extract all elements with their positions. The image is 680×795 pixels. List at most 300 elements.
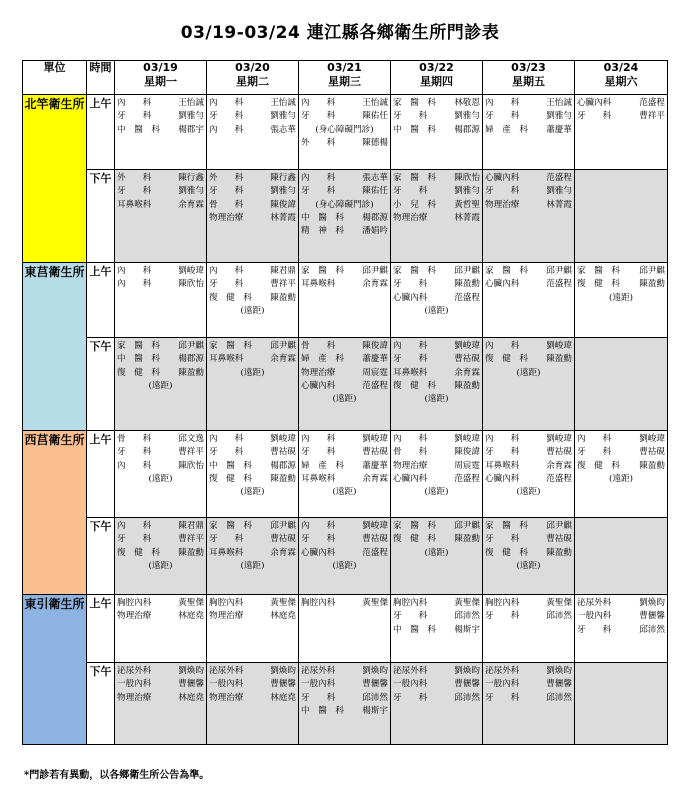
schedule-cell	[391, 170, 483, 263]
doctor-name: 陳欣怡	[178, 279, 204, 290]
doctor-name: 劉峻瑋	[546, 341, 572, 351]
doctor-name: 楊郡源	[178, 354, 204, 365]
department-label: 牙 科	[485, 111, 520, 122]
schedule-cell	[207, 263, 299, 338]
schedule-cell	[483, 663, 575, 745]
doctor-name: 陳欣怡	[454, 173, 480, 183]
department-label: 物理治療	[393, 212, 428, 223]
doctor-name: 邱尹麒	[178, 341, 204, 351]
schedule-note: (遠距)	[240, 487, 265, 498]
footer-note: *門診若有異動，以各鄉衛生所公告為準。	[24, 770, 210, 781]
schedule-cell	[483, 431, 575, 518]
department-label: 家 醫 科	[393, 266, 436, 276]
doctor-name: 楊郡源	[454, 124, 480, 135]
department-label: 復 健 科	[117, 367, 160, 378]
department-label: 牙 科	[209, 447, 244, 458]
doctor-entry	[391, 473, 482, 486]
doctor-entry	[299, 520, 390, 533]
doctor-entry	[299, 380, 390, 393]
department-label: 內 科	[117, 460, 152, 471]
schedule-cell	[115, 338, 207, 431]
doctor-name: 楊郡宇	[178, 124, 204, 135]
department-label: 內 科	[209, 124, 244, 135]
doctor-name: 劉雅勻	[270, 186, 296, 197]
department-label: 牙 科	[577, 111, 612, 122]
unit-header: 單位	[23, 61, 87, 95]
doctor-entry	[391, 624, 482, 637]
department-label: 一般內科	[577, 611, 612, 622]
department-label: 中 醫 科	[301, 212, 344, 223]
department-label: 家 醫 科	[209, 521, 252, 531]
schedule-cell	[115, 431, 207, 518]
doctor-name: 陳盈勳	[546, 354, 572, 365]
department-label: 家 醫 科	[393, 173, 436, 183]
department-label: 婦 產 科	[485, 124, 528, 135]
department-label: 復 健 科	[393, 380, 436, 391]
schedule-cell	[483, 95, 575, 170]
doctor-name: 余育霖	[454, 367, 480, 378]
schedule-cell	[483, 595, 575, 663]
department-label: 牙 科	[301, 692, 336, 703]
doctor-name: 曹儷馨	[546, 679, 572, 690]
doctor-name: 邱沛然	[454, 611, 480, 622]
department-label: 中 醫 科	[393, 124, 436, 135]
schedule-cell	[115, 170, 207, 263]
department-label: 牙 科	[577, 447, 612, 458]
department-label: 內 科	[301, 434, 336, 444]
department-label: 內 科	[485, 434, 520, 444]
doctor-name: 陳佑任	[362, 111, 388, 122]
department-label: 復 健 科	[577, 460, 620, 471]
doctor-entry	[207, 278, 298, 291]
doctor-entry	[207, 446, 298, 459]
doctor-name: 劉煥昀	[178, 666, 204, 676]
page-title: 03/19-03/24 連江縣各鄉衛生所門診表	[180, 23, 500, 43]
doctor-name: 陳盈勳	[454, 380, 480, 391]
time-slot-label: 上午	[87, 263, 115, 338]
schedule-note: (遠距)	[609, 473, 633, 484]
schedule-cell	[207, 518, 299, 595]
doctor-name: 余育霖	[178, 199, 204, 210]
schedule-cell	[207, 431, 299, 518]
doctor-entry	[115, 547, 206, 560]
schedule-cell	[391, 518, 483, 595]
doctor-entry	[483, 199, 574, 212]
doctor-name: 曹儷馨	[270, 679, 296, 690]
doctor-name: 陳俊諱	[454, 447, 480, 458]
doctor-entry	[299, 278, 390, 291]
schedule-cell	[391, 95, 483, 170]
doctor-entry	[115, 110, 206, 123]
department-label: 牙 科	[393, 279, 428, 290]
doctor-name: 余育霖	[270, 547, 296, 558]
doctor-entry	[115, 97, 206, 110]
doctor-name: 林敬恩	[454, 98, 480, 108]
department-label: 物理治療	[301, 367, 336, 378]
doctor-entry	[483, 265, 574, 278]
day-header: 03/20 星期二	[207, 61, 299, 95]
doctor-entry	[391, 212, 482, 225]
schedule-cell	[483, 263, 575, 338]
department-label: 物理治療	[209, 611, 244, 622]
doctor-name: 張志華	[270, 124, 296, 135]
schedule-note: (遠距)	[424, 487, 449, 498]
doctor-entry	[115, 199, 206, 212]
department-label: 牙 科	[577, 624, 612, 635]
doctor-name: 范盛程	[546, 473, 572, 484]
day-header: 03/22 星期四	[391, 61, 483, 95]
doctor-name: 曹祜硯	[546, 534, 572, 545]
doctor-name: 曹祜硯	[270, 447, 296, 458]
department-label: 內 科	[117, 266, 152, 276]
department-label: 內 科	[117, 521, 152, 531]
schedule-cell	[483, 338, 575, 431]
doctor-entry	[391, 292, 482, 305]
schedule-cell	[115, 595, 207, 663]
doctor-entry	[391, 265, 482, 278]
doctor-name: 曹祥平	[270, 279, 296, 290]
doctor-entry	[483, 665, 574, 678]
doctor-name: 邱尹麒	[546, 521, 572, 531]
doctor-entry	[575, 610, 667, 623]
department-label: 泌尿外科	[301, 666, 336, 676]
doctor-entry	[115, 340, 206, 353]
schedule-cell	[483, 518, 575, 595]
department-label: 一般內科	[209, 679, 244, 690]
department-label: 心臟內科	[393, 473, 428, 484]
doctor-name: 邱沛然	[454, 692, 480, 703]
doctor-name: 林庭堯	[270, 692, 296, 703]
department-label: 牙 科	[117, 447, 152, 458]
schedule-note: (身心障礙門診)	[315, 199, 374, 210]
doctor-entry	[391, 340, 482, 353]
doctor-entry	[575, 97, 667, 110]
doctor-name: 陳君鼎	[178, 521, 204, 531]
department-label: 牙 科	[301, 111, 336, 122]
schedule-cell	[575, 95, 668, 170]
day-header: 03/21 星期三	[299, 61, 391, 95]
doctor-entry	[115, 665, 206, 678]
department-label: 牙 科	[485, 611, 520, 622]
doctor-name: 陳盈勳	[639, 279, 665, 290]
doctor-entry	[207, 265, 298, 278]
doctor-name: 陳君鼎	[270, 266, 296, 276]
department-label: 牙 科	[393, 111, 428, 122]
day-header: 03/19 星期一	[115, 61, 207, 95]
doctor-name: 曹祜硯	[454, 354, 480, 365]
doctor-name: 劉峻瑋	[639, 434, 665, 444]
doctor-entry	[299, 446, 390, 459]
department-label: 復 健 科	[485, 354, 528, 365]
department-label: 骨 科	[301, 341, 336, 351]
schedule-cell	[575, 663, 668, 745]
doctor-entry	[483, 610, 574, 623]
doctor-entry	[391, 520, 482, 533]
doctor-name: 陳行鑫	[178, 173, 204, 183]
department-label: 小 兒 科	[393, 199, 436, 210]
department-label: 胸腔內科	[393, 598, 428, 608]
department-label: 心臟內科	[577, 98, 612, 108]
department-label: 心臟內科	[301, 380, 336, 391]
doctor-entry	[483, 520, 574, 533]
time-slot-label: 下午	[87, 338, 115, 431]
department-label: 家 醫 科	[485, 521, 528, 531]
doctor-entry	[483, 185, 574, 198]
time-header: 時間	[87, 61, 115, 95]
department-label: 耳鼻喉科	[209, 354, 244, 365]
doctor-entry	[115, 446, 206, 459]
schedule-note: (遠距)	[332, 394, 357, 405]
department-label: 耳鼻喉科	[209, 547, 244, 558]
doctor-entry	[299, 97, 390, 110]
doctor-name: 邱沛然	[362, 692, 388, 703]
unit-name: 東莒衛生所	[23, 263, 87, 431]
schedule-note: (遠距)	[240, 305, 265, 316]
doctor-name: 林菁霞	[270, 212, 296, 223]
schedule-cell	[575, 170, 668, 263]
schedule-cell	[299, 595, 391, 663]
department-label: 中 醫 科	[393, 624, 436, 635]
department-label: 外 科	[301, 137, 336, 148]
doctor-entry	[207, 124, 298, 137]
department-label: 心臟內科	[485, 473, 520, 484]
department-label: 中 醫 科	[209, 460, 252, 471]
schedule-cell	[391, 431, 483, 518]
doctor-name: 劉雅勻	[454, 186, 480, 197]
schedule-cell	[299, 170, 391, 263]
department-label: 家 醫 科	[301, 266, 344, 276]
department-label: 耳鼻喉科	[485, 460, 520, 471]
doctor-name: 劉煥昀	[270, 666, 296, 676]
day-header: 03/23 星期五	[483, 61, 575, 95]
department-label: 復 健 科	[485, 547, 528, 558]
department-label: 物理治療	[117, 692, 152, 703]
doctor-name: 邱尹麒	[362, 266, 388, 276]
doctor-entry	[207, 353, 298, 366]
doctor-entry	[207, 185, 298, 198]
department-label: 牙 科	[485, 534, 520, 545]
doctor-name: 王怡誠	[270, 98, 296, 108]
department-label: 泌尿外科	[485, 666, 520, 676]
doctor-entry	[207, 597, 298, 610]
time-slot-label: 下午	[87, 663, 115, 745]
doctor-entry	[483, 533, 574, 546]
doctor-entry	[115, 265, 206, 278]
doctor-entry	[115, 433, 206, 446]
doctor-entry	[115, 520, 206, 533]
doctor-entry	[207, 610, 298, 623]
doctor-name: 曹儷馨	[178, 679, 204, 690]
doctor-entry	[483, 547, 574, 560]
schedule-note: (遠距)	[424, 394, 449, 405]
doctor-name: 范盛程	[362, 380, 388, 391]
doctor-entry	[391, 610, 482, 623]
doctor-name: 范盛程	[362, 547, 388, 558]
doctor-entry	[115, 460, 206, 473]
doctor-entry	[575, 278, 667, 291]
schedule-cell	[207, 595, 299, 663]
doctor-entry	[207, 433, 298, 446]
doctor-name: 范盛程	[454, 292, 480, 303]
doctor-entry	[207, 292, 298, 305]
department-label: 心臟內科	[485, 173, 520, 183]
doctor-entry	[483, 353, 574, 366]
department-label: 一般內科	[301, 679, 336, 690]
clinic-schedule-table	[22, 60, 668, 745]
doctor-entry	[115, 353, 206, 366]
schedule-cell	[575, 263, 668, 338]
doctor-name: 曹祜硯	[639, 447, 665, 458]
doctor-name: 黃聖傑	[178, 598, 204, 608]
doctor-entry	[299, 705, 390, 718]
department-label: 內 科	[393, 434, 428, 444]
schedule-note: (遠距)	[332, 560, 357, 571]
department-label: 胸腔內科	[209, 598, 244, 608]
schedule-cell	[207, 338, 299, 431]
department-label: 復 健 科	[393, 534, 436, 545]
doctor-entry	[391, 433, 482, 446]
time-slot-label: 上午	[87, 95, 115, 170]
department-label: 牙 科	[209, 186, 244, 197]
doctor-entry	[299, 692, 390, 705]
doctor-name: 張志華	[362, 173, 388, 183]
doctor-entry	[391, 278, 482, 291]
doctor-entry	[391, 353, 482, 366]
doctor-entry	[207, 473, 298, 486]
unit-name: 西莒衛生所	[23, 431, 87, 595]
department-label: 復 健 科	[117, 547, 160, 558]
doctor-entry	[299, 185, 390, 198]
department-label: 牙 科	[117, 534, 152, 545]
schedule-note: (遠距)	[148, 380, 173, 391]
doctor-entry	[391, 110, 482, 123]
doctor-name: 劉峻瑋	[546, 434, 572, 444]
doctor-entry	[575, 433, 667, 446]
doctor-name: 劉煥昀	[639, 598, 665, 608]
department-label: 復 健 科	[209, 473, 252, 484]
schedule-cell	[575, 518, 668, 595]
doctor-name: 余育霖	[362, 473, 388, 484]
doctor-entry	[207, 199, 298, 212]
doctor-name: 劉峻瑋	[454, 341, 480, 351]
doctor-entry	[575, 110, 667, 123]
doctor-entry	[575, 597, 667, 610]
department-label: 耳鼻喉科	[301, 279, 336, 290]
doctor-name: 邱文逸	[178, 434, 204, 444]
department-label: 心臟內科	[485, 279, 520, 290]
schedule-row	[23, 170, 668, 263]
doctor-name: 陳佑任	[362, 186, 388, 197]
doctor-name: 曹祜硯	[362, 447, 388, 458]
department-label: 復 健 科	[577, 279, 620, 290]
doctor-name: 范盛程	[454, 473, 480, 484]
schedule-note: (遠距)	[240, 560, 265, 571]
doctor-name: 蕭慶華	[362, 354, 388, 365]
department-label: 牙 科	[393, 186, 428, 197]
doctor-name: 陳盈勳	[639, 460, 665, 471]
department-label: 家 醫 科	[209, 341, 252, 351]
doctor-entry	[299, 340, 390, 353]
schedule-cell	[391, 263, 483, 338]
doctor-entry	[299, 433, 390, 446]
doctor-entry	[483, 473, 574, 486]
doctor-name: 林庭堯	[270, 611, 296, 622]
doctor-entry	[115, 172, 206, 185]
doctor-name: 陳欣怡	[178, 460, 204, 471]
department-label: 物理治療	[209, 692, 244, 703]
doctor-name: 曹儷馨	[362, 679, 388, 690]
doctor-name: 蕭慶華	[362, 460, 388, 471]
doctor-entry	[483, 110, 574, 123]
doctor-entry	[575, 624, 667, 637]
doctor-name: 黃哲聖	[454, 199, 480, 210]
department-label: 中 醫 科	[301, 705, 344, 716]
department-label: 心臟內科	[301, 547, 336, 558]
doctor-name: 陳盈勳	[178, 547, 204, 558]
doctor-entry	[299, 212, 390, 225]
doctor-entry	[115, 124, 206, 137]
doctor-name: 余育霖	[362, 279, 388, 290]
doctor-entry	[391, 597, 482, 610]
schedule-cell	[391, 663, 483, 745]
doctor-name: 劉雅勻	[546, 186, 572, 197]
department-label: 物理治療	[209, 212, 244, 223]
doctor-name: 曹祜硯	[362, 534, 388, 545]
doctor-name: 陳盈勳	[546, 547, 572, 558]
schedule-cell	[299, 263, 391, 338]
doctor-name: 邱沛然	[546, 611, 572, 622]
doctor-name: 劉煥昀	[454, 666, 480, 676]
doctor-name: 黃聖傑	[270, 598, 296, 608]
department-label: 牙 科	[117, 111, 152, 122]
doctor-name: 范盛程	[546, 173, 572, 183]
schedule-note: (遠距)	[332, 487, 357, 498]
department-label: 內 科	[301, 173, 336, 183]
doctor-name: 林庭堯	[178, 611, 204, 622]
unit-name: 北竿衛生所	[23, 95, 87, 263]
doctor-name: 潘娟吟	[362, 226, 388, 237]
doctor-entry	[483, 433, 574, 446]
schedule-cell	[483, 170, 575, 263]
time-slot-label: 下午	[87, 518, 115, 595]
doctor-name: 周宸霆	[362, 367, 388, 378]
department-label: 物理治療	[393, 460, 428, 471]
schedule-note: (遠距)	[148, 560, 173, 571]
department-label: 中 醫 科	[117, 124, 160, 135]
doctor-entry	[483, 678, 574, 691]
department-label: 家 醫 科	[393, 521, 436, 531]
doctor-entry	[575, 446, 667, 459]
doctor-entry	[483, 124, 574, 137]
doctor-name: 王怡誠	[546, 98, 572, 108]
doctor-entry	[391, 665, 482, 678]
doctor-entry	[207, 172, 298, 185]
department-label: 一般內科	[485, 679, 520, 690]
doctor-entry	[299, 265, 390, 278]
doctor-name: 楊斯宇	[454, 624, 480, 635]
doctor-entry	[207, 110, 298, 123]
department-label: 牙 科	[301, 447, 336, 458]
doctor-entry	[391, 185, 482, 198]
department-label: 泌尿外科	[393, 666, 428, 676]
doctor-name: 林菁霞	[546, 199, 572, 210]
schedule-cell	[299, 663, 391, 745]
department-label: 內 科	[117, 98, 152, 108]
doctor-name: 曹祥平	[178, 447, 204, 458]
department-label: 牙 科	[301, 534, 336, 545]
doctor-entry	[207, 533, 298, 546]
header-row	[23, 61, 668, 95]
